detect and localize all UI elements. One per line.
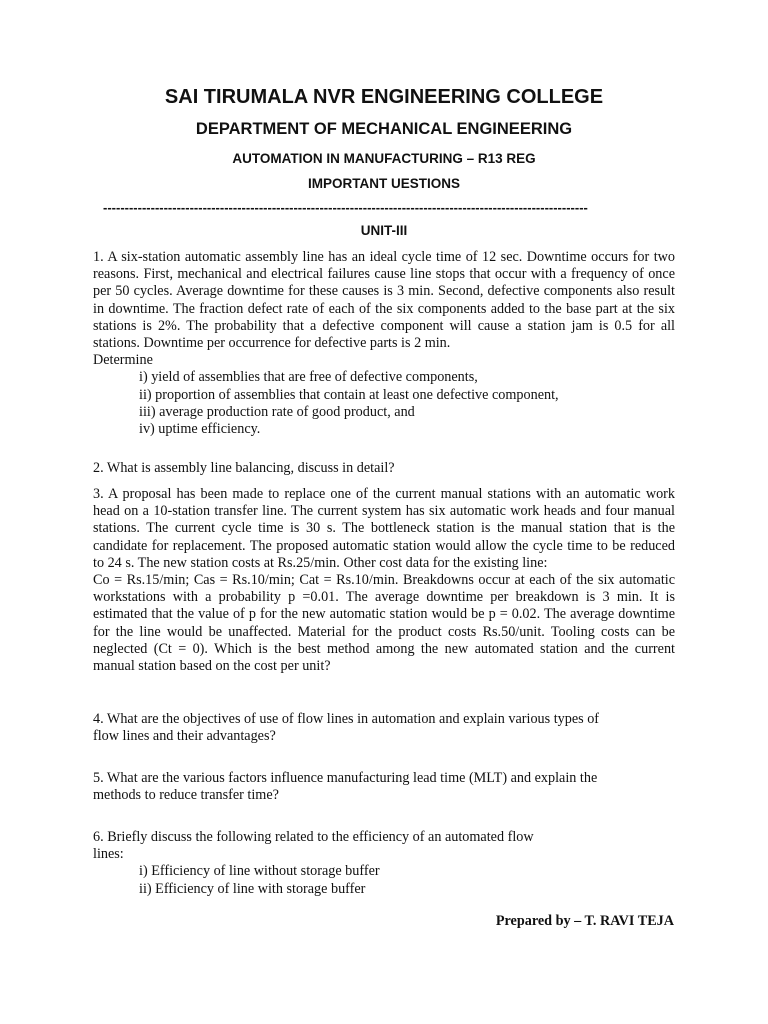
- question-6: [93, 829, 675, 898]
- question-4: [93, 711, 675, 745]
- question-4-line-1: 4. What are the objectives of use of flow lines in automation and explain various types of: [93, 711, 600, 727]
- question-3-cost-data: Co = Rs.15/min; Cas = Rs.10/min; Cat = Rs.10/min. Breakdowns occur at each of the six automatic workstations with a probability p =0.01. The average downtime per breakdown is 3 min. It is estimated that the value of p for the new automatic station would be p = 0.02. The average downtime for the line would be unaffected. Material for the product costs Rs.50/unit. Tooling costs can be neglected (Ct = 0). Which is the best method among the new automated station and the current manual station based on the cost per unit?: [93, 572, 675, 675]
- question-2: [93, 460, 675, 477]
- list-item: ii) Efficiency of line with storage buffer: [139, 880, 366, 897]
- question-3-text: 3. A proposal has been made to replace one of the current manual stations with an automatic work head on a 10-station transfer line. The current system has six automatic work heads and four manual stations. The current cycle time is 30 s. The bottleneck station is the manual station that is the candidate for replacement. The proposed automatic station would allow the cycle time to be reduced to 24 s. The new station costs at Rs.25/min. Other cost data for the existing line:: [93, 486, 675, 571]
- question-6-line-2: lines:: [93, 846, 124, 863]
- question-1-text: 1. A six-station automatic assembly line has an ideal cycle time of 12 sec. Downtime occurs for two reasons. First, mechanical and electrical failures cause line stops that occur with a frequency of once per 50 cycles. Average downtime for these causes is 3 min. Second, defective components also result in downtime. The fraction defect rate of each of the six components added to the base part at the six stations is 2%. The probability that a defective component will cause a station jam is 0.5 for all stations. Downtime per occurrence for defective parts is 2 min.: [93, 249, 675, 352]
- college-title: SAI TIRUMALA NVR ENGINEERING COLLEGE: [164, 86, 604, 108]
- prepared-by: Prepared by – T. RAVI TEJA: [495, 913, 674, 929]
- list-item: i) Efficiency of line without storage buffer: [139, 863, 380, 880]
- question-5-line-2: methods to reduce transfer time?: [93, 787, 279, 804]
- question-1-determine: Determine: [93, 352, 153, 369]
- unit-heading: UNIT-III: [360, 223, 408, 238]
- question-5: [93, 770, 675, 804]
- divider-line: ----------------------------------------------------------------------------------------------------------------: [103, 200, 588, 215]
- questions-heading: IMPORTANT UESTIONS: [307, 176, 460, 191]
- list-item: iii) average production rate of good product, and: [139, 403, 415, 420]
- question-1: [93, 249, 675, 438]
- list-item: ii) proportion of assemblies that contain at least one defective component,: [139, 386, 559, 403]
- question-4-line-2: flow lines and their advantages?: [93, 728, 276, 745]
- question-6-line-1: 6. Briefly discuss the following related to the efficiency of an automated flow: [93, 829, 534, 845]
- subject-title: AUTOMATION IN MANUFACTURING – R13 REG: [232, 151, 536, 166]
- list-item: iv) uptime efficiency.: [139, 421, 261, 438]
- department-title: DEPARTMENT OF MECHANICAL ENGINEERING: [195, 120, 573, 138]
- list-item: i) yield of assemblies that are free of defective components,: [139, 369, 478, 386]
- question-5-line-1: 5. What are the various factors influence manufacturing lead time (MLT) and explain the: [93, 770, 598, 786]
- question-2-text: 2. What is assembly line balancing, discuss in detail?: [93, 460, 395, 476]
- question-3: [93, 486, 675, 675]
